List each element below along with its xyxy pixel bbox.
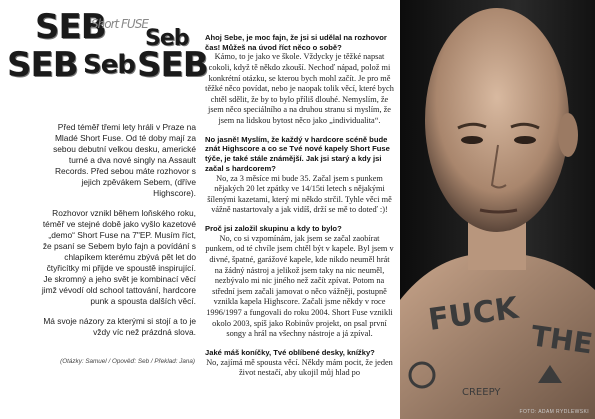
portrait-illustration [400,0,595,419]
svg-text:THE: THE [529,319,595,361]
qa-block [205,33,394,127]
intro-paragraph-1: Před téměř třemi lety hráli v Praze na Mladé Short Fuse. Od té doby mají za sebou debutní velkou desku, americké turné a dva nové singly na Assault Records. Před sebou máte rozhovor s jejich zpěvákem Sebem, (dříve Highscore). [53,122,196,198]
title-seb-5: SEB [137,45,208,85]
photo-credit: FOTO: ADAM RYDLEWSKI [519,409,589,415]
qa-block [205,348,394,379]
title-short-fuse: Short FUSE [91,17,148,31]
answer: No, zajímá mě spousta věcí. Někdy mám pocit, že jeden život nestačí, aby ukojil můj hlad po [206,357,393,378]
portrait-photo [400,0,595,419]
article-title [5,7,208,88]
intro-paragraph-2: Rozhovor vznikl během loňského roku, téměř ve stejné době jako vyšlo kazetové „demo“ Short Fuse na 7"EP. Musím říct, že psaní se Sebem bylo fajn a povídání s chlapíkem kterému zbývá pět let do čtyřicítky mi přijde ve spoustě inspirující. Je skromný a jeho svět je kombinací věcí jimž vévodí old school tattování, hardcore punk a spousta dalších věcí. [41,208,196,306]
answer: No, za 3 měsíce mi bude 35. Začal jsem s punkem nějakých 20 let zpátky ve 14/15ti letech s nějakými šílenými kazetami, který mi někdo strčil. Tyhle věci mě vážně nastartovaly a jak vidíš, drží se mě to doteď :)! [207,173,392,215]
interview-column [205,33,394,387]
svg-text:FUCK: FUCK [426,290,521,338]
intro-paragraph-3: Má svoje názory za kterými si stojí a to je vždy víc než prázdná slova. [43,316,196,337]
interview-credits: (Otázky: Samuel / Opověď: Seb / Překlad: Jana) [60,358,195,365]
title-seb-2: Seb [145,26,189,51]
title-seb-1: SEB [35,7,106,47]
intro-column [40,122,196,347]
svg-text:CREEPY: CREEPY [462,387,501,398]
qa-block [205,224,394,340]
title-seb-4: Seb [83,50,135,80]
answer: No, co si vzpomínám, jak jsem se začal zaobírat punkem, od té chvíle jsem chtěl být v kapele. Byl jsem v divné, špatné, garážové kapele, kde nikdo neuměl hrát na žádný nástroj a jelikož jsem taky na nic neuměl, nezbývalo mi nic jiného než začít zpívat. Potom na střední jsem začali jamovat o něco vážněji, postupně vznikla kapela Highscore. Začali jsme někdy v roce 1996/1997 a fungovali do roku 2004. Short Fuse vznikli okolo 2003, spíš jako Robinův projekt, on psal první songy a hrál na všechny nástroje a já zpíval. [205,233,394,339]
question: No jasně! Myslím, že každý v hardcore scéně bude znát Highscore a co se Tvé nové kapely Short Fuse týče, je také stále známější. Jak jsi starý a kdy jsi začal s hardcorem? [205,134,390,173]
question: Jaké máš koníčky, Tvé oblíbené desky, knížky? [205,347,375,357]
title-seb-3: SEB [7,45,78,85]
question: Ahoj Sebe, je moc fajn, že jsi si udělal na rozhovor čas! Můžeš na úvod říct něco o sobě? [205,33,387,52]
qa-block [205,135,394,216]
answer: Kámo, to je jako ve škole. Vždycky je těžké napsat cokoli, když tě někdo zkouší. Nechoď nápad, polož mi konkrétní otázku, se kterou bych mohl začít. Je pro mě těžké něco povídat, nebo je naopak tolik věcí, které bych chtěl sdělit, že by to bylo příliš dlouhé. Nemyslím, že jsem něco speciálního a na druhou stranu si myslím, že jsem na lidskou bytost něco jako „individualita“. [205,52,394,126]
question: Proč jsi založil skupinu a kdy to bylo? [205,224,342,234]
